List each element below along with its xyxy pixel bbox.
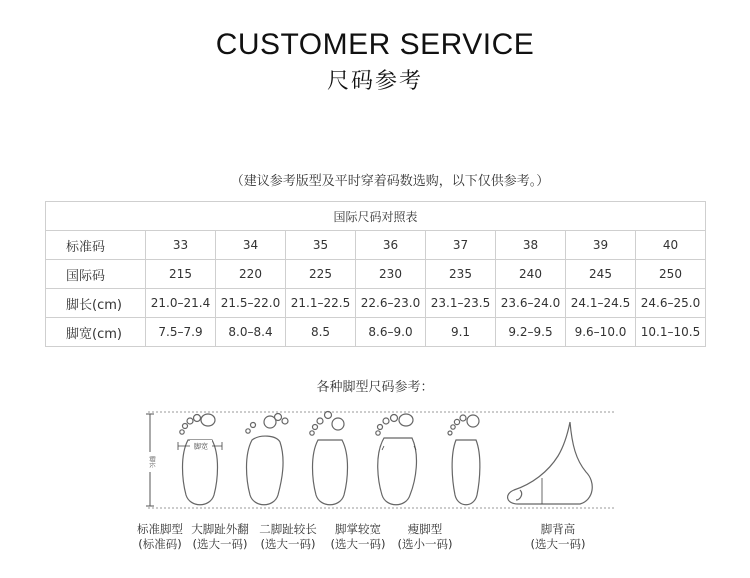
table-caption-row xyxy=(46,202,706,231)
table-cell: 225 xyxy=(286,260,356,289)
foot-type-slim xyxy=(385,522,465,552)
foot-type-name: 瘦脚型 xyxy=(407,522,443,536)
table-cell: 9.2–9.5 xyxy=(496,318,566,347)
table-cell: 24.6–25.0 xyxy=(636,289,706,318)
table-cell: 33 xyxy=(146,231,216,260)
table-cell: 235 xyxy=(426,260,496,289)
table-cell: 35 xyxy=(286,231,356,260)
table-cell: 38 xyxy=(496,231,566,260)
table-cell: 23.6–24.0 xyxy=(496,289,566,318)
length-marker xyxy=(144,414,156,506)
table-cell: 21.0–21.4 xyxy=(146,289,216,318)
foot-slim-icon xyxy=(448,415,480,505)
table-cell: 8.0–8.4 xyxy=(216,318,286,347)
table-cell: 10.1–10.5 xyxy=(636,318,706,347)
foot-type-name: 二脚趾较长 xyxy=(259,522,317,536)
table-row xyxy=(46,318,706,347)
foot-type-advice: (标准码) xyxy=(138,537,182,551)
table-cell: 21.5–22.0 xyxy=(216,289,286,318)
table-cell: 245 xyxy=(566,260,636,289)
length-marker-label: 脚长 xyxy=(148,455,155,469)
foot-type-name: 标准脚型 xyxy=(137,522,183,536)
foot-type-illustration xyxy=(140,400,620,518)
foot-type-name: 大脚趾外翻 xyxy=(191,522,249,536)
table-cell: 34 xyxy=(216,231,286,260)
foot-bunion-icon xyxy=(246,414,288,505)
width-marker-label: 脚宽 xyxy=(194,442,208,451)
page-title: CUSTOMER SERVICE xyxy=(215,28,535,61)
table-cell: 39 xyxy=(566,231,636,260)
table-cell: 9.6–10.0 xyxy=(566,318,636,347)
foot-type-advice: (选大一码) xyxy=(260,537,316,551)
table-cell: 240 xyxy=(496,260,566,289)
table-cell: 250 xyxy=(636,260,706,289)
table-cell: 220 xyxy=(216,260,286,289)
foot-type-long-second-toe xyxy=(248,522,328,552)
page-subtitle: 尺码参考 xyxy=(326,69,423,94)
foot-standard-icon xyxy=(178,414,222,505)
foot-long-second-toe-icon xyxy=(310,412,348,505)
row-header: 标准码 xyxy=(46,231,146,260)
table-cell: 40 xyxy=(636,231,706,260)
table-cell: 24.1–24.5 xyxy=(566,289,636,318)
foot-type-advice: (选大一码) xyxy=(330,537,386,551)
table-row xyxy=(46,260,706,289)
row-header: 脚宽(cm) xyxy=(46,318,146,347)
table-row xyxy=(46,289,706,318)
table-cell: 37 xyxy=(426,231,496,260)
foot-high-instep-icon xyxy=(508,422,593,504)
foot-type-name: 脚掌较宽 xyxy=(335,522,381,536)
size-advice-note: （建议参考版型及平时穿着码数选购，以下仅供参考。） xyxy=(230,174,550,189)
table-cell: 215 xyxy=(146,260,216,289)
foot-type-name: 脚背高 xyxy=(540,522,576,536)
table-cell: 23.1–23.5 xyxy=(426,289,496,318)
foot-type-title: 各种脚型尺码参考： xyxy=(316,380,434,395)
foot-wide-forefoot-icon xyxy=(376,414,417,505)
foot-type-advice: (选大一码) xyxy=(192,537,248,551)
foot-type-advice: (选小一码) xyxy=(397,537,453,551)
row-header: 国际码 xyxy=(46,260,146,289)
row-header: 脚长(cm) xyxy=(46,289,146,318)
table-cell: 21.1–22.5 xyxy=(286,289,356,318)
size-chart-table xyxy=(45,201,706,347)
table-cell: 36 xyxy=(356,231,426,260)
foot-type-advice: (选大一码) xyxy=(530,537,586,551)
table-cell: 22.6–23.0 xyxy=(356,289,426,318)
table-cell: 7.5–7.9 xyxy=(146,318,216,347)
table-cell: 9.1 xyxy=(426,318,496,347)
table-cell: 8.5 xyxy=(286,318,356,347)
table-cell: 230 xyxy=(356,260,426,289)
table-cell: 8.6–9.0 xyxy=(356,318,426,347)
table-caption: 国际尺码对照表 xyxy=(46,202,706,231)
foot-type-high-instep xyxy=(518,522,598,552)
table-row xyxy=(46,231,706,260)
